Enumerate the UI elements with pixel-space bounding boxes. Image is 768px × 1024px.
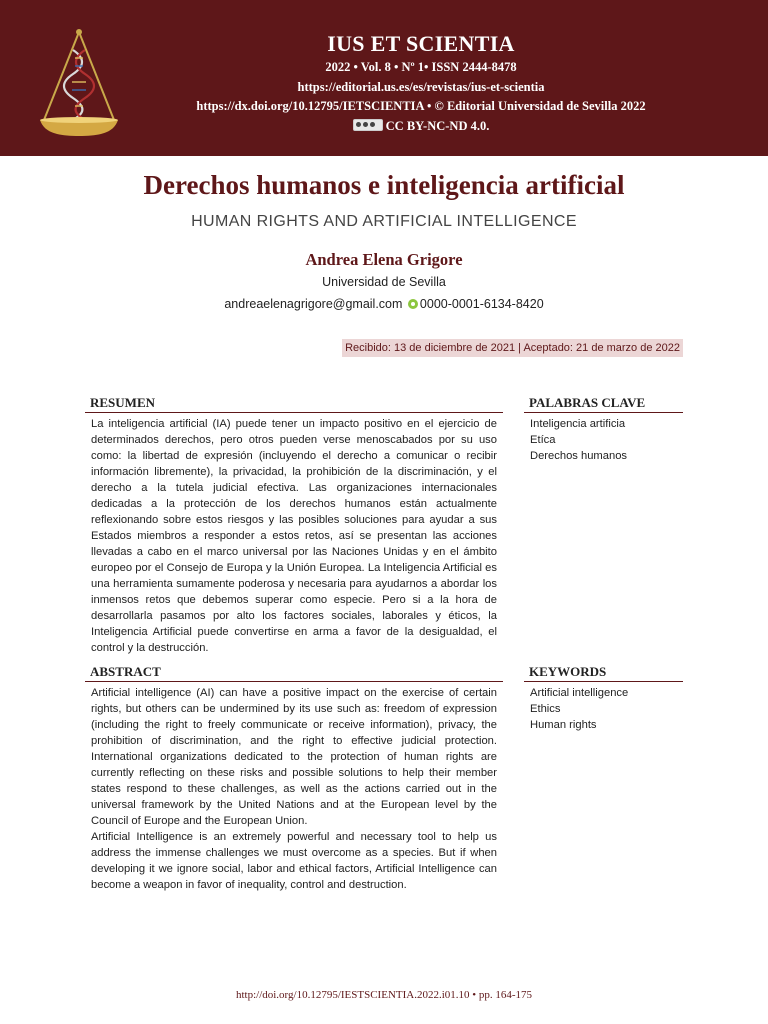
journal-url[interactable]: https://editorial.us.es/es/revistas/ius-et-scientia	[297, 79, 545, 94]
cc-by-nc-nd-icon	[353, 119, 383, 131]
keyword-item: Inteligencia artificia	[530, 418, 626, 430]
journal-banner	[0, 0, 768, 156]
keyword-item: Etíca	[530, 434, 556, 446]
received-accepted-dates: Recibido: 13 de diciembre de 2021 | Aceptado: 21 de marzo de 2022	[342, 339, 683, 357]
keyword-item: Artificial intelligence	[530, 687, 629, 699]
footer-doi-pages[interactable]: http://doi.org/10.12795/IESTSCIENTIA.2022.i01.10 • pp. 164-175	[235, 989, 533, 1001]
resumen-heading: RESUMEN	[85, 395, 503, 413]
palabras-clave-list	[530, 416, 627, 464]
abstract-paragraph-1: Artificial intelligence (AI) can have a positive impact on the exercise of certain rights, but others can be undermined by its use such as: freedom of expression (including the right to freely communicate or receive information), privacy, the prohibition of discrimination, and the right to effective judicial protection. International organizations dedicated to the protection of human rights are currently reflecting on these risks and possible solutions to help their member states respond to these challenges, as well as the actions carried out in the universal framework by the United Nations and at the European level by the Council of Europe and the European Union.	[91, 687, 497, 827]
license-line	[150, 117, 692, 137]
banner-text	[150, 30, 692, 136]
issue-line: 2022 • Vol. 8 • Nº 1• ISSN 2444-8478	[325, 60, 517, 74]
keywords-heading: KEYWORDS	[524, 664, 683, 682]
scales-dna-logo	[38, 28, 120, 140]
keyword-item: Human rights	[530, 719, 597, 731]
author-orcid[interactable]: 0000-0001-6134-8420	[419, 297, 544, 311]
keywords-list	[530, 685, 628, 733]
keyword-item: Ethics	[530, 703, 561, 715]
abstract-paragraph-2: Artificial Intelligence is an extremely powerful and necessary tool to help us address the immense challenges we must overcome as a species. But if when developing it we ignore social, labor and ethical factors, Artificial Intelligence can become a weapon in favor of inequality, control and destruction.	[91, 831, 497, 891]
article-title: Derechos humanos e inteligencia artificial	[143, 170, 625, 200]
abstract-text	[91, 685, 497, 893]
resumen-text: La inteligencia artificial (IA) puede tener un impacto positivo en el ejercicio de determinados derechos, pero otros pueden verse menoscabados por su uso como: la libertad de expresión (incluyendo el derecho a comunicar o recibir información libremente), la privacidad, la prohibición de la discriminación, y el derecho a la tutela judicial efectiva. Las organizaciones internacionales dedicadas a la protección de los derechos humanos están actualmente reflexionando sobre estos riesgos y las posibles soluciones para ayudar a sus Estados miembros a responder a estos retos, así se presentan las acciones llevadas a cabo en el marco universal por las Naciones Unidas y en el ámbito europeo por el Consejo de Europa y la Unión Europea. La Inteligencia Artificial es una herramienta sumamente poderosa y necesaria para ayudarnos a abordar los inmensos retos que debemos superar como especie. Pero si a la hora de desarrollarla pasamos por alto los factores sociales, laborales y éticos, la Inteligencia Artificial puede convertirse en arma a favor de la desigualdad, el control y la destrucción.	[91, 418, 497, 654]
orcid-icon	[408, 299, 418, 309]
license-text: CC BY-NC-ND 4.0.	[385, 118, 490, 133]
author-affiliation: Universidad de Sevilla	[322, 275, 446, 289]
keyword-item: Derechos humanos	[530, 450, 628, 462]
journal-name: IUS ET SCIENTIA	[327, 31, 515, 56]
author-contact	[0, 297, 768, 311]
author-email[interactable]: andreaelenagrigore@gmail.com	[224, 297, 403, 311]
doi-copyright-line[interactable]: https://dx.doi.org/10.12795/IETSCIENTIA • © Editorial Universidad de Sevilla 2022	[196, 99, 646, 113]
article-subtitle: HUMAN RIGHTS AND ARTIFICIAL INTELLIGENCE	[191, 213, 577, 230]
author-name: Andrea Elena Grigore	[305, 250, 463, 269]
abstract-heading: ABSTRACT	[85, 664, 503, 682]
palabras-clave-heading: PALABRAS CLAVE	[524, 395, 683, 413]
